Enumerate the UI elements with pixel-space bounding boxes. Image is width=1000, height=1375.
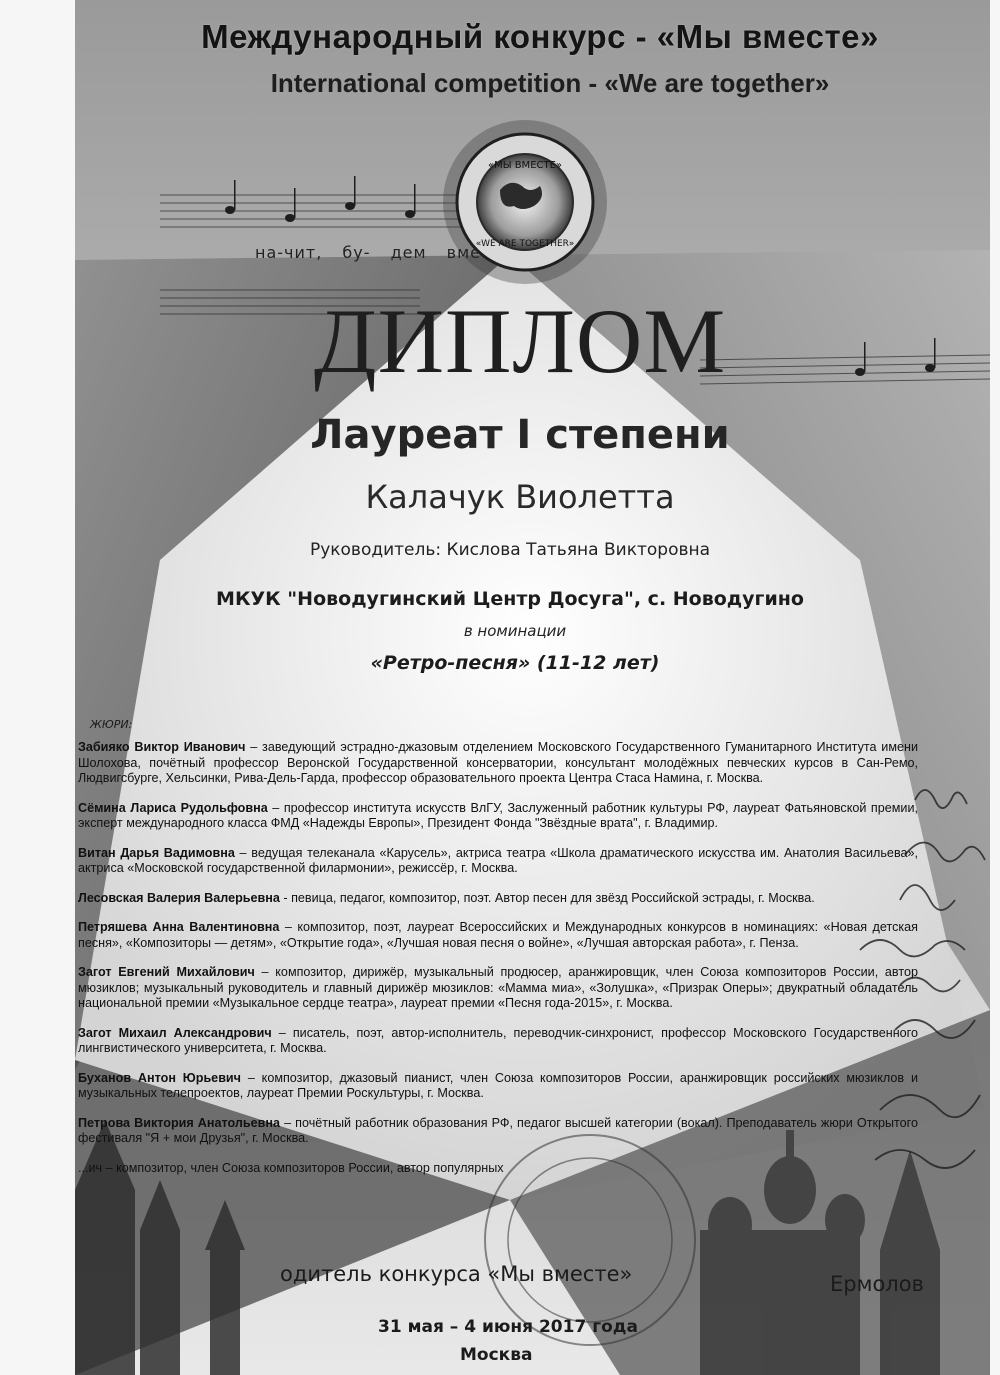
jury-member-bio: – композитор, дирижёр, музыкальный продюсер, аранжировщик, член Союза композиторов России, автор мюзиклов; музыкальный руководитель и главный дирижёр мюзиклов: «Мамма миа», «Золушка», «Призрак Оперы»; двукратный обладатель национальной премии «Музыкальное сердце театра», лауреат премии «Песня года-2015», г. Москва. (78, 965, 918, 1010)
leader-line: Руководитель: Кислова Татьяна Викторовна (309, 540, 711, 560)
jury-member-name: Забияко Виктор Иванович (78, 740, 246, 754)
jury-heading: ЖЮРИ: (90, 718, 133, 731)
jury-member-name: Загот Михаил Александрович (78, 1025, 272, 1040)
jury-member (78, 1026, 918, 1057)
jury-member (78, 740, 918, 787)
jury-member-bio: – ведущая телеканала «Карусель», актриса театра «Школа драматического искусства им. Анатолия Васильева», актриса «Московской государственной филармонии», режиссёр, г. Москва. (78, 845, 918, 875)
organization-line: МКУК "Новодугинский Центр Досуга", с. Новодугино (216, 588, 804, 610)
event-city: Москва (460, 1345, 533, 1365)
competition-title-ru: Международный конкурс - «Мы вместе» (201, 18, 879, 55)
score-lyric: на-чит, бу- дем вме (255, 243, 481, 262)
emblem-bottom-text: «WE ARE TOGETHER» (475, 239, 575, 249)
jury-member-name: Загот Евгений Михайлович (78, 965, 255, 979)
jury-member-bio: ...ич – композитор, член Союза композиторов России, автор популярных (78, 1160, 504, 1175)
jury-member-bio: – композитор, джазовый пианист, член Союза композиторов России, аранжировщик российских мюзиклов и музыкальных телепроектов, лауреат Премии Роскультуры, г. Москва. (78, 1070, 918, 1100)
jury-member-name: Витан Дарья Вадимовна (78, 845, 235, 860)
jury-member-bio: – заведующий эстрадно-джазовым отделением Московского Государственного Гуманитарного Института имени Шолохова, почётный профессор Веронской Государственной консерватории, консультант молодёжных певческих курсов в Сан-Ремо, Людвигсбурге, Хельсинки, Рива-Дель-Гарда, профессор образовательного проекта Центра Стаса Намина, г. Москва. (78, 740, 918, 785)
diploma-title: ДИПЛОМ (313, 290, 727, 392)
jury-member-name: Сёмина Лариса Рудольфовна (78, 800, 268, 815)
competition-title-en: International competition - «We are together» (270, 68, 830, 98)
jury-member (78, 965, 918, 1012)
jury-member (78, 1116, 918, 1147)
organizer-label: одитель конкурса «Мы вместе» (280, 1262, 633, 1286)
nomination-title: «Ретро-песня» (11-12 лет) (370, 652, 660, 674)
jury-list (78, 740, 918, 1190)
jury-member-name: Лесовская Валерия Валерьевна (78, 890, 280, 905)
event-dates: 31 мая – 4 июня 2017 года (378, 1317, 638, 1337)
jury-member (78, 891, 918, 907)
jury-member (78, 1071, 918, 1102)
emblem-top-text: «МЫ ВМЕСТЕ» (487, 160, 563, 171)
jury-member-bio: – композитор, поэт, лауреат Всероссийских и Международных конкурсов в номинациях: «Новая детская песня», «Композиторы — детям», «Открытие года», «Лучшая новая песня о войне», «Лучшая авторская работа», г. Пенза. (78, 920, 918, 950)
jury-member-bio: - певица, педагог, композитор, поэт. Автор песен для звёзд Российской эстрады, г. Москва. (279, 890, 815, 905)
recipient-name: Калачук Виолетта (365, 478, 675, 516)
jury-member (78, 846, 918, 877)
jury-member-bio: – почётный работник образования РФ, педагог высшей категории (вокал). Преподаватель жюри Открытого фестиваля "Я + мои Друзья", г. Москва. (78, 1115, 918, 1145)
jury-member-name: Петряшева Анна Валентиновна (78, 920, 280, 934)
organizer-name: Ермолов (830, 1272, 924, 1296)
jury-member-bio: – профессор института искусств ВлГУ, Заслуженный работник культуры РФ, лауреат Фатьяновской премии, эксперт международного класса ФМД «Надежды Европы», Президент Фонда "Звёздные врата", г. Владимир. (78, 800, 918, 830)
nomination-label: в номинации (463, 622, 567, 640)
jury-member (78, 801, 918, 832)
jury-member-name: Буханов Антон Юрьевич (78, 1070, 241, 1085)
laureate-degree: Лауреат I степени (310, 412, 730, 458)
jury-member-name: Петрова Виктория Анатольевна (78, 1115, 280, 1130)
jury-member-bio: – писатель, поэт, автор-исполнитель, переводчик-синхронист, профессор Московского Государственного лингвистического университета, г. Москва. (78, 1025, 918, 1055)
jury-member (78, 920, 918, 951)
jury-member (78, 1161, 918, 1177)
